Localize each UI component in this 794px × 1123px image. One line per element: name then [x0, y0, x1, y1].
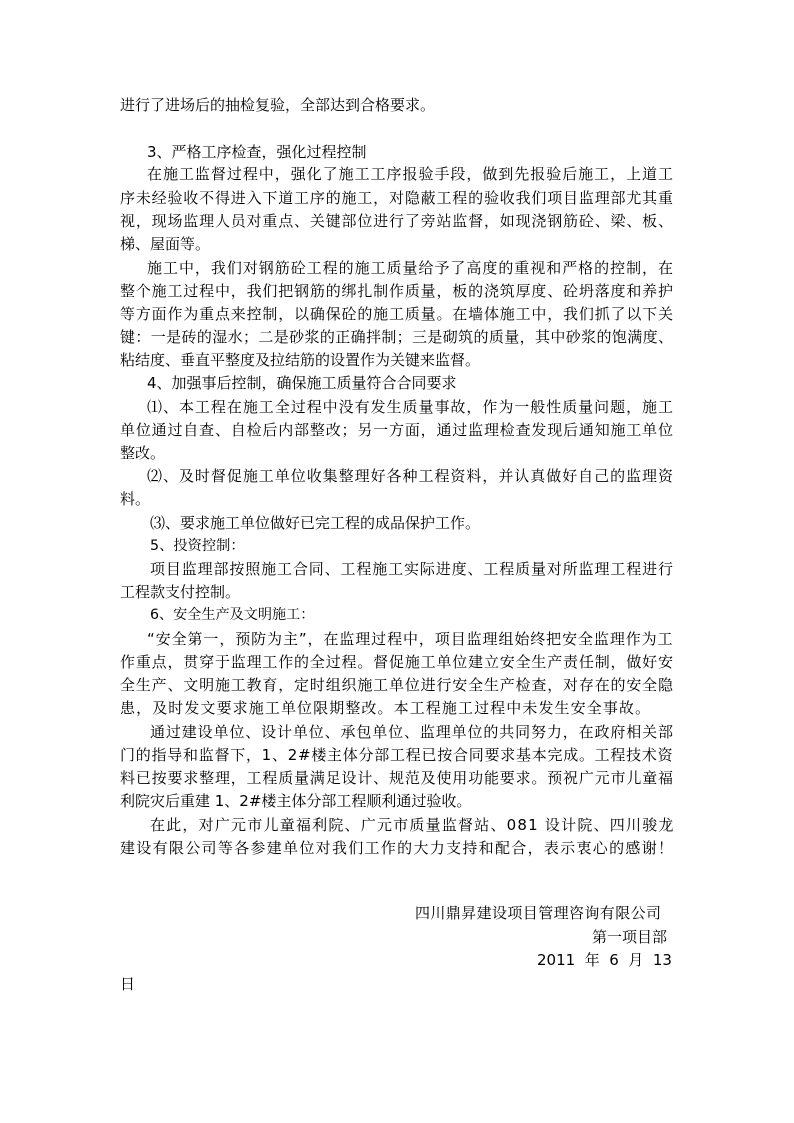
- paragraph-line: 利院灾后重建 1、2#楼主体分部工程顺利通过验收。: [120, 792, 472, 810]
- paragraph-line: 视，现场监理人员对重点、关键部位进行了旁站监督，如现浇钢筋砼、梁、板、: [120, 212, 674, 230]
- paragraph-line: 在施工监督过程中，强化了施工工序报验手段，做到先报验后施工，上道工: [147, 165, 674, 183]
- paragraph-line: 等方面作为重点来控制，以确保砼的施工质量。在墙体施工中，我们抓了以下关: [120, 305, 674, 323]
- paragraph-line: ⑶、要求施工单位做好已完工程的成品保护工作。: [150, 514, 481, 532]
- paragraph-line: 3、严格工序检查，强化过程控制: [147, 143, 367, 161]
- paragraph-line: 料已按要求整理，工程质量满足设计、规范及使用功能要求。预祝广元市儿童福: [120, 769, 674, 787]
- signature-company: 四川鼎昇建设项目管理咨询有限公司: [415, 904, 662, 922]
- paragraph-line: 在此，对广元市儿童福利院、广元市质量监督站、081 设计院、四川骏龙: [150, 816, 675, 834]
- paragraph-line: 6、安全生产及文明施工：: [150, 607, 315, 623]
- paragraph-line: 门的指导和监督下，1、2#楼主体分部工程已按合同要求基本完成。工程技术资: [120, 746, 674, 764]
- paragraph-line: 全生产、文明施工教育，定时组织施工单位进行安全生产检查，对存在的安全隐: [120, 676, 674, 694]
- paragraph-line: 序未经验收不得进入下道工序的施工，对隐蔽工程的验收我们项目监理部尤其重: [120, 189, 674, 207]
- paragraph-line: 项目监理部按照施工合同、工程施工实际进度、工程质量对所监理工程进行: [150, 560, 674, 578]
- paragraph-line: ⑴、本工程在施工全过程中没有发生质量事故，作为一般性质量问题，施工: [147, 398, 674, 416]
- paragraph-line: 施工中，我们对钢筋砼工程的施工质量给予了高度的重视和严格的控制，在: [147, 259, 674, 277]
- paragraph-line: 通过建设单位、设计单位、承包单位、监理单位的共同努力，在政府相关部: [150, 723, 674, 741]
- paragraph-line: ⑵、及时督促施工单位收集整理好各种工程资料，并认真做好自己的监理资: [147, 467, 674, 485]
- paragraph-line: 整改。: [120, 444, 166, 462]
- paragraph-line: 梯、屋面等。: [120, 235, 211, 253]
- paragraph-line: 建设有限公司等各参建单位对我们工作的大力支持和配合，表示衷心的感谢！: [120, 839, 675, 857]
- paragraph-line: 4、加强事后控制，确保施工质量符合合同要求: [147, 374, 457, 392]
- signature-date: 2011 年 6 月 13: [537, 951, 672, 969]
- paragraph-line: 粘结度、垂直平整度及拉结筋的设置作为关键来监督。: [120, 351, 481, 369]
- signature-date-suffix: 日: [120, 975, 136, 993]
- paragraph-line: 作重点，贯穿于监理工作的全过程。督促施工单位建立安全生产责任制，做好安: [120, 653, 674, 671]
- paragraph-line: 键：一是砖的湿水；二是砂浆的正确拌制；三是砌筑的质量，其中砂浆的饱满度、: [120, 328, 674, 346]
- paragraph-line: 单位通过自查、自检后内部整改；另一方面，通过监理检查发现后通知施工单位: [120, 421, 674, 439]
- signature-department: 第一项目部: [592, 928, 668, 946]
- paragraph-line: “安全第一，预防为主”，在监理过程中，项目监理组始终把安全监理作为工: [147, 630, 674, 648]
- paragraph-line: 进行了进场后的抽检复验，全部达到合格要求。: [120, 96, 436, 114]
- paragraph-line: 整个施工过程中，我们把钢筋的绑扎制作质量，板的浇筑厚度、砼坍落度和养护: [120, 282, 674, 300]
- paragraph-line: 工程款支付控制。: [120, 583, 241, 601]
- paragraph-line: 患，及时发文要求施工单位限期整改。本工程施工过程中未发生安全事故。: [120, 699, 652, 717]
- paragraph-line: 料。: [120, 490, 151, 508]
- paragraph-line: 5、投资控制：: [150, 538, 245, 554]
